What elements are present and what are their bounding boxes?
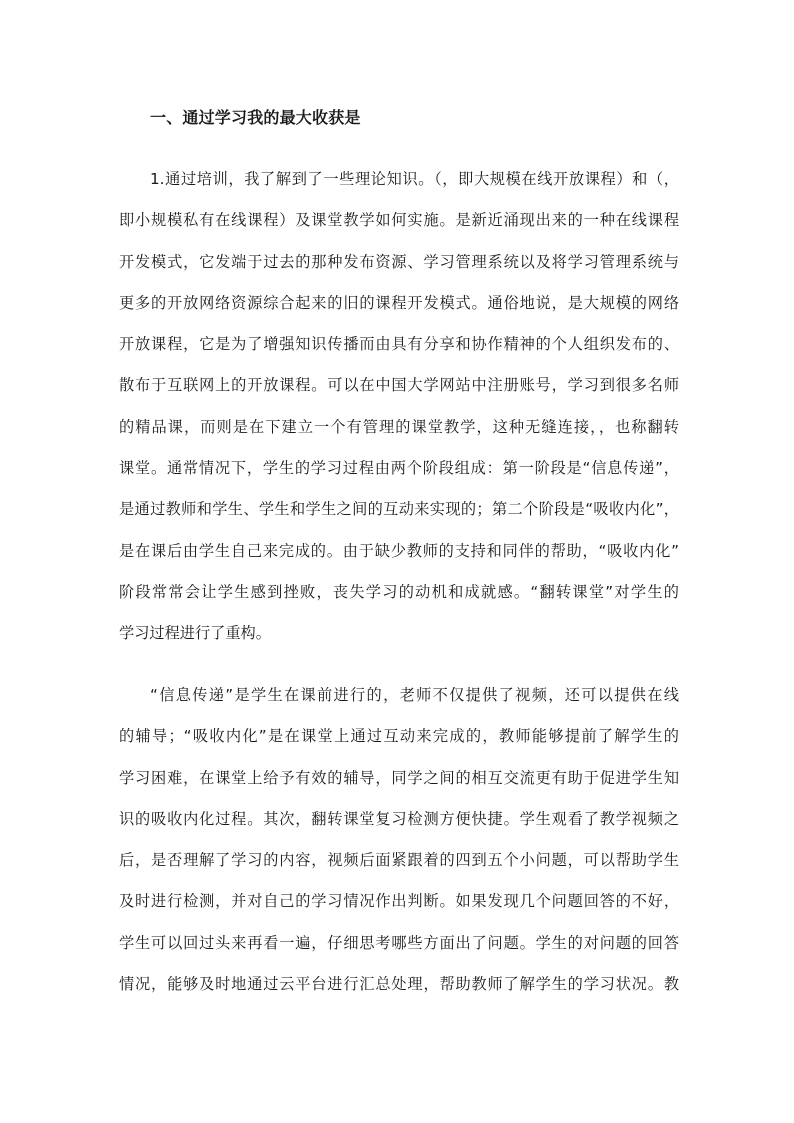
text-line: 的精品课，而则是在下建立一个有管理的课堂教学，这种无缝连接，，也称翻转	[119, 417, 679, 436]
paragraph-2	[119, 675, 679, 1005]
text-line: 开放课程，它是为了增强知识传播而由具有分享和协作精神的个人组织发布的、	[119, 335, 679, 354]
text-line: 是通过教师和学生、学生和学生之间的互动来实现的；第二个阶段是“吸收内化”，	[119, 500, 679, 519]
text-line: 课堂。通常情况下，学生的学习过程由两个阶段组成：第一阶段是“信息传递”，	[119, 459, 679, 478]
text-line: 阶段常常会让学生感到挫败，丧失学习的动机和成就感。“翻转课堂”对学生的	[119, 582, 679, 601]
text-line: 开发模式，它发端于过去的那种发布资源、学习管理系统以及将学习管理系统与	[119, 252, 679, 271]
text-line: “信息传递”是学生在课前进行的，老师不仅提供了视频，还可以提供在线	[150, 686, 679, 704]
text-line: 后，是否理解了学习的内容，视频后面紧跟着的四到五个小问题，可以帮助学生	[119, 851, 679, 870]
text-line: 学习过程进行了重构。	[119, 624, 271, 643]
text-line: 即小规模私有在线课程）及课堂教学如何实施。是新近涌现出来的一种在线课程	[119, 211, 679, 230]
section-heading: 一、通过学习我的最大收获是	[150, 108, 361, 127]
text-line: 1.通过培训，我了解到了一些理论知识。（，即大规模在线开放课程）和（，	[150, 170, 679, 188]
text-line: 学生可以回过头来再看一遍，仔细思考哪些方面出了问题。学生的对问题的回答	[119, 933, 679, 952]
text-line: 及时进行检测，并对自己的学习情况作出判断。如果发现几个问题回答的不好，	[119, 892, 679, 911]
text-line: 更多的开放网络资源综合起来的旧的课程开发模式。通俗地说，是大规模的网络	[119, 293, 679, 312]
text-line: 情况，能够及时地通过云平台进行汇总处理，帮助教师了解学生的学习状况。教	[119, 975, 679, 994]
text-line: 是在课后由学生自己来完成的。由于缺少教师的支持和同伴的帮助，“吸收内化”	[119, 541, 679, 560]
text-line: 散布于互联网上的开放课程。可以在中国大学网站中注册账号，学习到很多名师	[119, 376, 679, 395]
text-line: 识的吸收内化过程。其次，翻转课堂复习检测方便快捷。学生观看了教学视频之	[119, 809, 679, 828]
paragraph-1	[119, 159, 679, 655]
text-line: 的辅导；“吸收内化”是在课堂上通过互动来完成的，教师能够提前了解学生的	[119, 727, 679, 746]
text-line: 学习困难，在课堂上给予有效的辅导，同学之间的相互交流更有助于促进学生知	[119, 768, 679, 787]
